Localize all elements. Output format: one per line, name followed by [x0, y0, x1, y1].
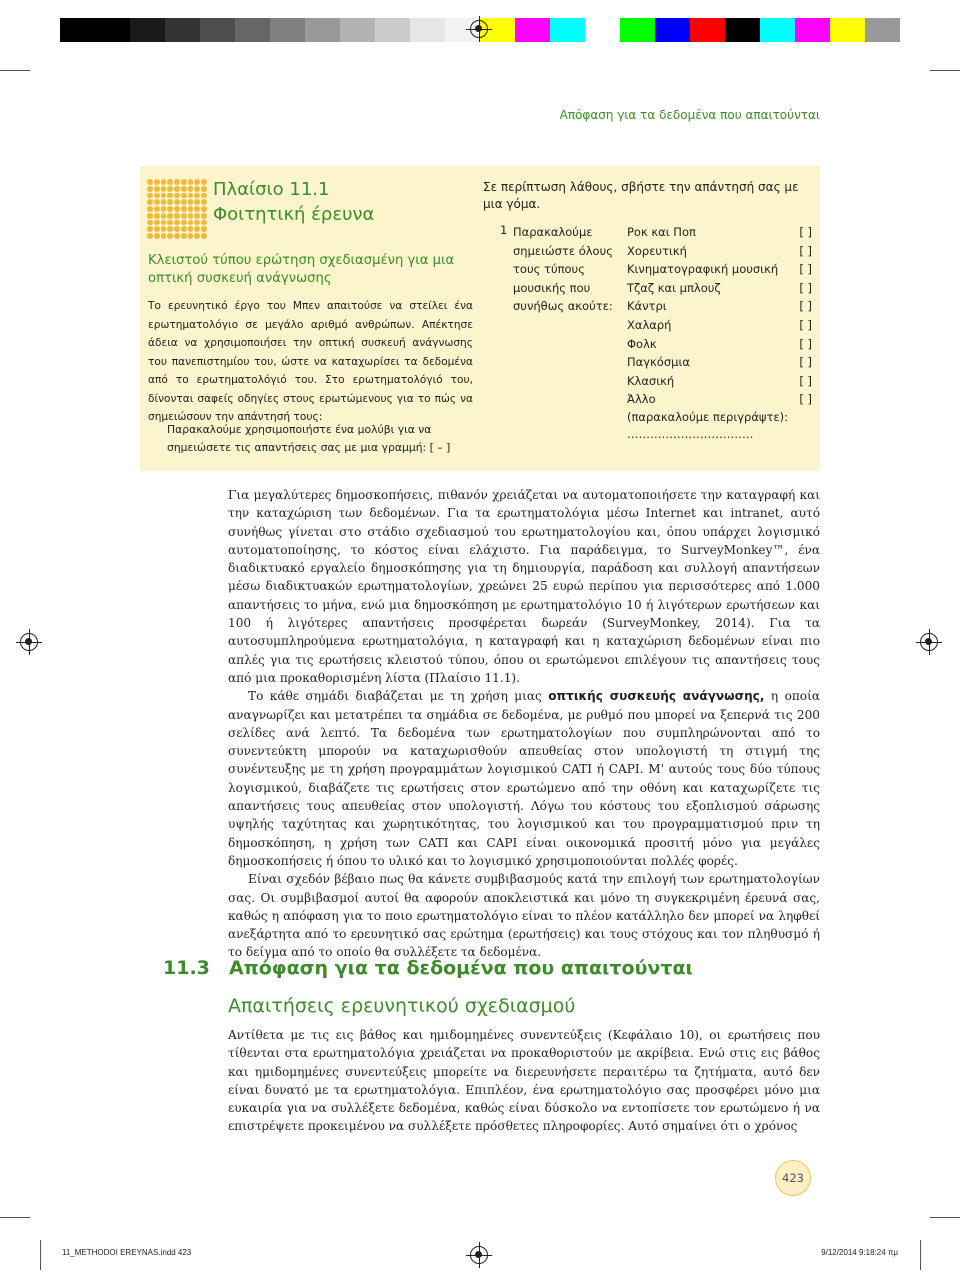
color-swatch: [690, 18, 725, 42]
color-swatch: [130, 18, 165, 42]
pattern-dot: [154, 179, 160, 185]
option-row: [627, 372, 812, 391]
pattern-dot: [194, 199, 200, 205]
pattern-dot: [147, 213, 153, 219]
pattern-dot: [181, 226, 187, 232]
color-swatch: [620, 18, 655, 42]
pattern-dot: [194, 206, 200, 212]
pattern-dot: [188, 206, 194, 212]
pattern-dot: [194, 186, 200, 192]
pattern-dot: [181, 213, 187, 219]
option-checkbox[interactable]: [ ]: [799, 373, 812, 388]
pattern-dot: [167, 213, 173, 219]
pattern-dot: [161, 193, 167, 199]
pattern-dot: [147, 220, 153, 226]
option-checkbox[interactable]: [ ]: [799, 336, 812, 351]
pattern-dot: [174, 179, 180, 185]
question-number: 1: [500, 223, 508, 237]
pattern-dot: [201, 206, 207, 212]
pattern-dot: [147, 193, 153, 199]
pattern-dot: [194, 233, 200, 239]
pattern-dot: [188, 186, 194, 192]
color-swatch: [550, 18, 585, 42]
pattern-dot: [154, 206, 160, 212]
paragraph: Είναι σχεδόν βέβαιο πως θα κάνετε συμβιβασμούς κατά την επιλογή των ερωτηματολογίων σας. Οι συμβιβασμοί αυτοί θα αφορούν αποκλειστικά και μόνο τη συγκεκριμένη έρευνά σας, καθώς η απόφαση για το ποιο ερωτηματολόγιο είναι το πλέον κατάλληλο δεν μπορεί να ληφθεί ανεξάρτητα από το ερευνητικό σας ερώτημα (ερωτήσεις) και τους στόχους και τον πληθυσμό ή το δείγμα από το οποίο θα συλλέξετε τα δεδομένα.: [228, 872, 820, 960]
pattern-dot: [201, 233, 207, 239]
option-row: [627, 353, 812, 372]
option-checkbox[interactable]: [ ]: [799, 299, 812, 314]
registration-mark-icon: [470, 20, 488, 38]
color-swatch: [410, 18, 445, 42]
color-swatch: [760, 18, 795, 42]
pattern-dot: [181, 186, 187, 192]
pattern-dot: [201, 220, 207, 226]
option-checkbox[interactable]: [ ]: [799, 262, 812, 277]
pattern-dot: [181, 206, 187, 212]
option-label: Παγκόσμια: [627, 355, 690, 370]
pattern-dot: [188, 213, 194, 219]
crop-mark: [920, 1240, 921, 1270]
pattern-dot: [167, 179, 173, 185]
pattern-dot: [174, 213, 180, 219]
option-label: Κάντρι: [627, 299, 667, 314]
color-swatch: [60, 18, 95, 42]
pattern-dot: [201, 193, 207, 199]
box-intro-text: Το ερευνητικό έργο του Μπεν απαιτούσε να στείλει ένα ερωτηματολόγιο σε μεγάλο αριθμό ανθρώπων. Απέκτησε άδεια να χρησιμοποιήσει την οπτική συσκευή ανάγνωσης του πανεπιστημίου του, ώστε να καταχωρίσει τα δεδομένα από το ερωτηματολόγιό του. Στο ερωτηματολόγιό του, δίνονται σαφείς οδηγίες στους ερωτώμενους για το πώς να σημειώσουν την απάντησή τους:: [148, 300, 473, 423]
pattern-dot: [194, 193, 200, 199]
color-swatch: [305, 18, 340, 42]
page-number: 423: [775, 1160, 811, 1196]
pattern-dot: [161, 233, 167, 239]
color-swatch: [585, 18, 620, 42]
pattern-dot: [174, 220, 180, 226]
eraser-instruction: Σε περίπτωση λάθους, σβήστε την απάντησή σας με μια γόμα.: [483, 180, 799, 211]
registration-mark-icon: [20, 633, 38, 651]
color-swatch: [270, 18, 305, 42]
option-row: [627, 316, 812, 335]
section-title: Απόφαση για τα δεδομένα που απαιτούνται: [229, 957, 693, 979]
crop-mark: [0, 1217, 30, 1218]
pattern-dot: [181, 179, 187, 185]
paragraph: [228, 687, 820, 870]
pattern-dot: [161, 186, 167, 192]
pattern-dot: [201, 226, 207, 232]
question-text: Παρακαλούμε σημειώστε όλους τους τύπους μουσικής που συνήθως ακούτε:: [513, 225, 613, 314]
color-swatch: [830, 18, 865, 42]
pattern-dot: [174, 206, 180, 212]
pattern-dot: [161, 179, 167, 185]
pattern-dot: [188, 226, 194, 232]
pattern-dot: [174, 199, 180, 205]
pattern-dot: [161, 213, 167, 219]
option-row: [627, 223, 812, 242]
pattern-dot: [147, 179, 153, 185]
pattern-dot: [188, 199, 194, 205]
option-row: [627, 390, 812, 409]
pattern-dot: [154, 213, 160, 219]
pattern-dot: [147, 226, 153, 232]
body-text-block-2: [228, 1026, 820, 1136]
pattern-dot: [147, 206, 153, 212]
box-instruction-text: Παρακαλούμε χρησιμοποιήστε ένα μολύβι για να σημειώσετε τις απαντήσεις σας με μια γραμμή: [ – ]: [167, 423, 451, 454]
pattern-dot: [167, 206, 173, 212]
paragraph: Για μεγαλύτερες δημοσκοπήσεις, πιθανόν χρειάζεται να αυτοματοποιήσετε την καταγραφή και την καταχώριση των δεδομένων. Για τα ερωτηματολόγια μέσω Internet και intranet, αυτό συνήθως γίνεται στο στάδιο σχεδιασμού του ερωτηματολογίου και, όπου υπάρχει λογισμικό αυτοματοποίησης, το κόστος είναι ελάχιστο. Για παράδειγμα, το SurveyMonkey™, ένα διαδικτυακό εργαλείο δημοσκόπησης για τη δημιουργία, παράδοση και συλλογή απαντήσεων μέσω διαδικτυακών ερωτηματολογίων, χρεώνει 25 ευρώ περίπου για περισσότερες από 1.000 απαντήσεις το μήνα, ενώ μια δημοσκόπηση με ερωτηματολόγιο 10 ή λιγότερων ερωτήσεων και 100 ή λιγότερες απαντήσεις προσφέρεται δωρεάν (SurveyMonkey, 2014). Για τα αυτοσυμπληρούμενα ερωτηματολόγια, η καταγραφή και η καταχώριση δεδομένων είναι πιο απλές για τις ερωτήσεις κλειστού τύπου, όπου οι ερωτώμενοι επιλέγουν τις απαντήσεις τους από μια προκαθορισμένη λίστα (Πλαίσιο 11.1).: [228, 488, 820, 685]
color-swatch: [165, 18, 200, 42]
option-row: [627, 335, 812, 354]
pattern-dot: [181, 199, 187, 205]
color-swatch: [375, 18, 410, 42]
option-checkbox[interactable]: [ ]: [799, 280, 812, 295]
section-heading: [163, 957, 693, 979]
pattern-dot: [154, 233, 160, 239]
registration-mark-icon: [470, 1246, 488, 1264]
paragraph-text: η οποία αναγνωρίζει και μετατρέπει τα σημάδια σε δεδομένα, με ρυθμό που μπορεί να ξεπερνά τις 200 σελίδες ανά λεπτό. Τα δεδομένα των ερωτηματολογίων που συμπληρώνονται από το συνεντεύκτη μπορούν να καταχωρισθούν απευθείας στον υπολογιστή τη στιγμή της συνέντευξης με τη χρήση προγραμμάτων λογισμικού CATI ή CAPI. Μ' αυτούς τους δύο τύπους λογισμικού, διαβάζετε τις ερωτήσεις στον ερωτώμενο από την οθόνη και καταχωρίζετε τις απαντήσεις τους απευθείας στον υπολογιστή. Λόγω του κόστους του εξοπλισμού σάρωσης υψηλής ταχύτητας και χωρητικότητας, του λογισμικού και του προγραμματισμού πριν τη δημοσκόπηση, η χρήση των CATI και CAPI είναι οικονομικά προσιτή μόνο για μεγάλες δημοσκοπήσεις ή όπου το υλικό και το λογισμικό χρησιμοποιούνται πολλές φορές.: [228, 689, 820, 868]
color-swatch: [340, 18, 375, 42]
paragraph: Αντίθετα με τις εις βάθος και ημιδομημένες συνεντεύξεις (Κεφάλαιο 10), οι ερωτήσεις που τίθενται στα ερωτηματολόγια χρειάζεται να προκαθοριστούν με ακρίβεια. Ενώ στις εις βάθος και ημιδομημένες συνεντεύξεις μπορείτε να διερευνήσετε περαιτέρω τα ζητήματα, αυτό δεν είναι δυνατό με τα ερωτηματολόγια. Επιπλέον, ένα ερωτηματολόγιο σας προσφέρει μόνο μια ευκαιρία για να συλλέξετε δεδομένα, καθώς είναι δύσκολο να εντοπίσετε τον ερωτώμενο ή να επιστρέψετε προκειμένου να συλλέξετε πρόσθετες πληροφορίες. Αυτό σημαίνει ότι ο χρόνος: [228, 1028, 820, 1134]
pattern-dot: [174, 186, 180, 192]
pattern-dot: [167, 220, 173, 226]
option-label: Χαλαρή: [627, 317, 672, 332]
option-label: Κλασική: [627, 373, 675, 388]
pattern-dot: [167, 233, 173, 239]
pattern-dot: [181, 193, 187, 199]
pattern-dot: [188, 193, 194, 199]
crop-mark: [930, 1217, 960, 1218]
color-swatch: [725, 18, 760, 42]
pattern-dot: [154, 199, 160, 205]
pattern-dot: [201, 186, 207, 192]
pattern-dot: [161, 206, 167, 212]
pattern-dot: [154, 186, 160, 192]
option-checkbox[interactable]: [ ]: [799, 225, 812, 239]
option-label: Χορευτική: [627, 243, 687, 258]
pattern-dot: [174, 226, 180, 232]
pattern-dot: [167, 226, 173, 232]
pattern-dot: [161, 226, 167, 232]
option-row: [627, 297, 812, 316]
option-label: Κινηματογραφική μουσική: [627, 262, 779, 277]
pattern-dot: [161, 220, 167, 226]
option-checkbox[interactable]: [ ]: [799, 392, 812, 407]
option-row: [627, 260, 812, 279]
pattern-dot: [147, 233, 153, 239]
pattern-dot: [161, 199, 167, 205]
pattern-dot: [194, 213, 200, 219]
pattern-dot: [154, 193, 160, 199]
pattern-dot: [194, 226, 200, 232]
other-describe-line: ……………………………: [627, 426, 754, 441]
other-describe-note: (παρακαλούμε περιγράψτε):: [627, 409, 789, 424]
pattern-dot: [147, 199, 153, 205]
music-options-list: [627, 223, 812, 442]
option-checkbox[interactable]: [ ]: [799, 355, 812, 370]
pattern-dot: [167, 199, 173, 205]
slug-file-info: 11_METHODOI EREYNAS.indd 423: [62, 1248, 192, 1257]
paragraph-text: Το κάθε σημάδι διαβάζεται με τη χρήση μιας: [248, 689, 549, 704]
pattern-dot: [188, 233, 194, 239]
color-swatch: [95, 18, 130, 42]
box-title: Φοιτητική έρευνα: [213, 204, 375, 225]
pattern-dot: [201, 213, 207, 219]
color-swatch: [865, 18, 900, 42]
pattern-dot: [181, 233, 187, 239]
slug-timestamp: 9/12/2014 9:18:24 πμ: [821, 1248, 898, 1257]
pattern-dot: [174, 193, 180, 199]
pattern-dot: [167, 186, 173, 192]
option-row: [627, 242, 812, 261]
pattern-dot: [167, 193, 173, 199]
color-swatch: [655, 18, 690, 42]
box-label: Πλαίσιο 11.1: [213, 179, 330, 200]
pattern-dot: [201, 179, 207, 185]
body-text-block-1: [228, 486, 820, 962]
option-checkbox[interactable]: [ ]: [799, 317, 812, 332]
pattern-dot: [174, 233, 180, 239]
pattern-dot: [188, 179, 194, 185]
pattern-dot: [201, 199, 207, 205]
pattern-dot: [154, 226, 160, 232]
bold-term: οπτικής συσκευής ανάγνωσης,: [548, 689, 765, 704]
option-row: [627, 279, 812, 298]
pattern-dot: [147, 186, 153, 192]
option-label: Τζαζ και μπλουζ: [627, 280, 721, 295]
crop-mark: [40, 1240, 41, 1270]
color-swatch: [515, 18, 550, 42]
option-label: Ροκ και Ποπ: [627, 225, 696, 239]
subsection-heading: Απαιτήσεις ερευνητικού σχεδιασμού: [228, 995, 576, 1017]
pattern-dot: [181, 220, 187, 226]
option-label: Φολκ: [627, 336, 657, 351]
crop-mark: [930, 70, 960, 71]
option-label: Άλλο: [627, 392, 656, 407]
dot-pattern-icon: [147, 179, 207, 239]
registration-mark-icon: [920, 633, 938, 651]
pattern-dot: [194, 179, 200, 185]
color-swatch: [200, 18, 235, 42]
color-swatch: [795, 18, 830, 42]
box-subtitle: Κλειστού τύπου ερώτηση σχεδιασμένη για μια οπτική συσκευή ανάγνωσης: [148, 253, 455, 286]
color-swatch: [235, 18, 270, 42]
pattern-dot: [194, 220, 200, 226]
option-checkbox[interactable]: [ ]: [799, 243, 812, 258]
crop-mark: [0, 70, 30, 71]
pattern-dot: [188, 220, 194, 226]
section-number: 11.3: [163, 957, 210, 979]
running-head: Απόφαση για τα δεδομένα που απαιτούνται: [559, 108, 820, 122]
pattern-dot: [154, 220, 160, 226]
